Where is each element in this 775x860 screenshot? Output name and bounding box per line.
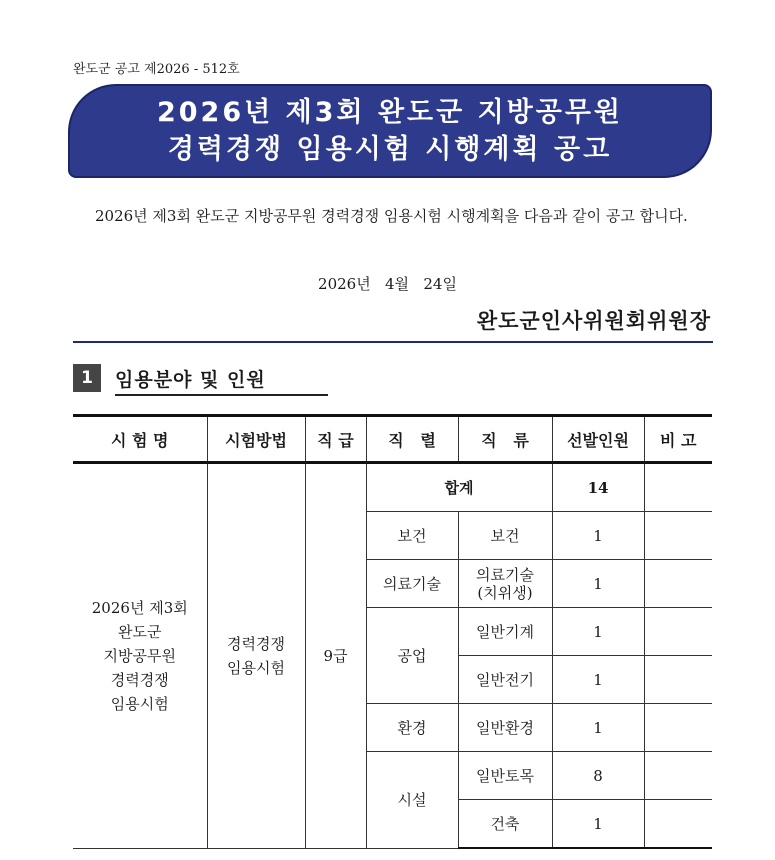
class-cell: 일반기계 [458,608,552,656]
count-cell: 1 [552,608,644,656]
header-series: 직 렬 [366,416,458,463]
method-line: 경력경쟁 [227,634,285,653]
notice-date: 2026년 4월 24일 [318,275,457,293]
series-cell: 공업 [366,608,458,704]
method-cell [207,463,305,849]
class-cell: 건축 [458,800,552,849]
table-row [73,463,712,512]
notice-number: 완도군 공고 제2026 - 512호 [73,62,240,77]
method-line: 임용시험 [227,658,285,677]
header-grade: 직 급 [305,416,366,463]
title-banner [68,84,712,178]
series-cell: 보건 [366,512,458,560]
exam-name-line: 완도군 [118,622,162,641]
exam-name-line: 경력경쟁 [110,670,169,689]
signatory-divider [73,341,713,343]
class-cell: 일반토목 [458,752,552,800]
header-count: 선발인원 [552,416,644,463]
note-cell [644,560,712,608]
series-cell: 환경 [366,704,458,752]
exam-name-cell [73,463,207,849]
total-label: 합계 [366,463,552,512]
recruitment-table [73,414,712,849]
exam-name-line: 2026년 제3회 [91,598,188,617]
note-cell [644,656,712,704]
count-cell: 1 [552,704,644,752]
note-cell [644,463,712,512]
count-cell: 1 [552,656,644,704]
section-number-badge: 1 [73,364,101,392]
header-class: 직 류 [458,416,552,463]
count-cell: 1 [552,800,644,849]
class-line: 의료기술 [476,565,534,584]
note-cell [644,512,712,560]
series-cell: 시설 [366,752,458,849]
class-cell: 일반전기 [458,656,552,704]
note-cell [644,800,712,849]
header-exam-name: 시 험 명 [73,416,207,463]
class-cell [458,560,552,608]
header-note: 비 고 [644,416,712,463]
grade-cell: 9급 [305,463,366,849]
exam-name-line: 임용시험 [110,694,169,713]
section-title: 임용분야 및 인원 [115,368,266,391]
intro-paragraph: 2026년 제3회 완도군 지방공무원 경력경쟁 임용시험 시행계획을 다음과 같이 공고 합니다. [95,207,688,225]
banner-title-line2: 경력경쟁 임용시험 시행계획 공고 [167,134,613,165]
section-heading [73,363,266,393]
count-cell: 1 [552,560,644,608]
note-cell [644,608,712,656]
class-line: (치위생) [477,583,533,602]
count-cell: 8 [552,752,644,800]
class-cell: 보건 [458,512,552,560]
section-title-underline [115,394,328,396]
series-cell: 의료기술 [366,560,458,608]
count-cell: 1 [552,512,644,560]
table-header-row [73,416,712,463]
class-cell: 일반환경 [458,704,552,752]
exam-name-line: 지방공무원 [103,646,176,665]
banner-title-line1: 2026년 제3회 완도군 지방공무원 [156,97,624,128]
header-method: 시험방법 [207,416,305,463]
signatory: 완도군인사위원회위원장 [476,309,711,333]
total-count: 14 [552,463,644,512]
note-cell [644,752,712,800]
note-cell [644,704,712,752]
